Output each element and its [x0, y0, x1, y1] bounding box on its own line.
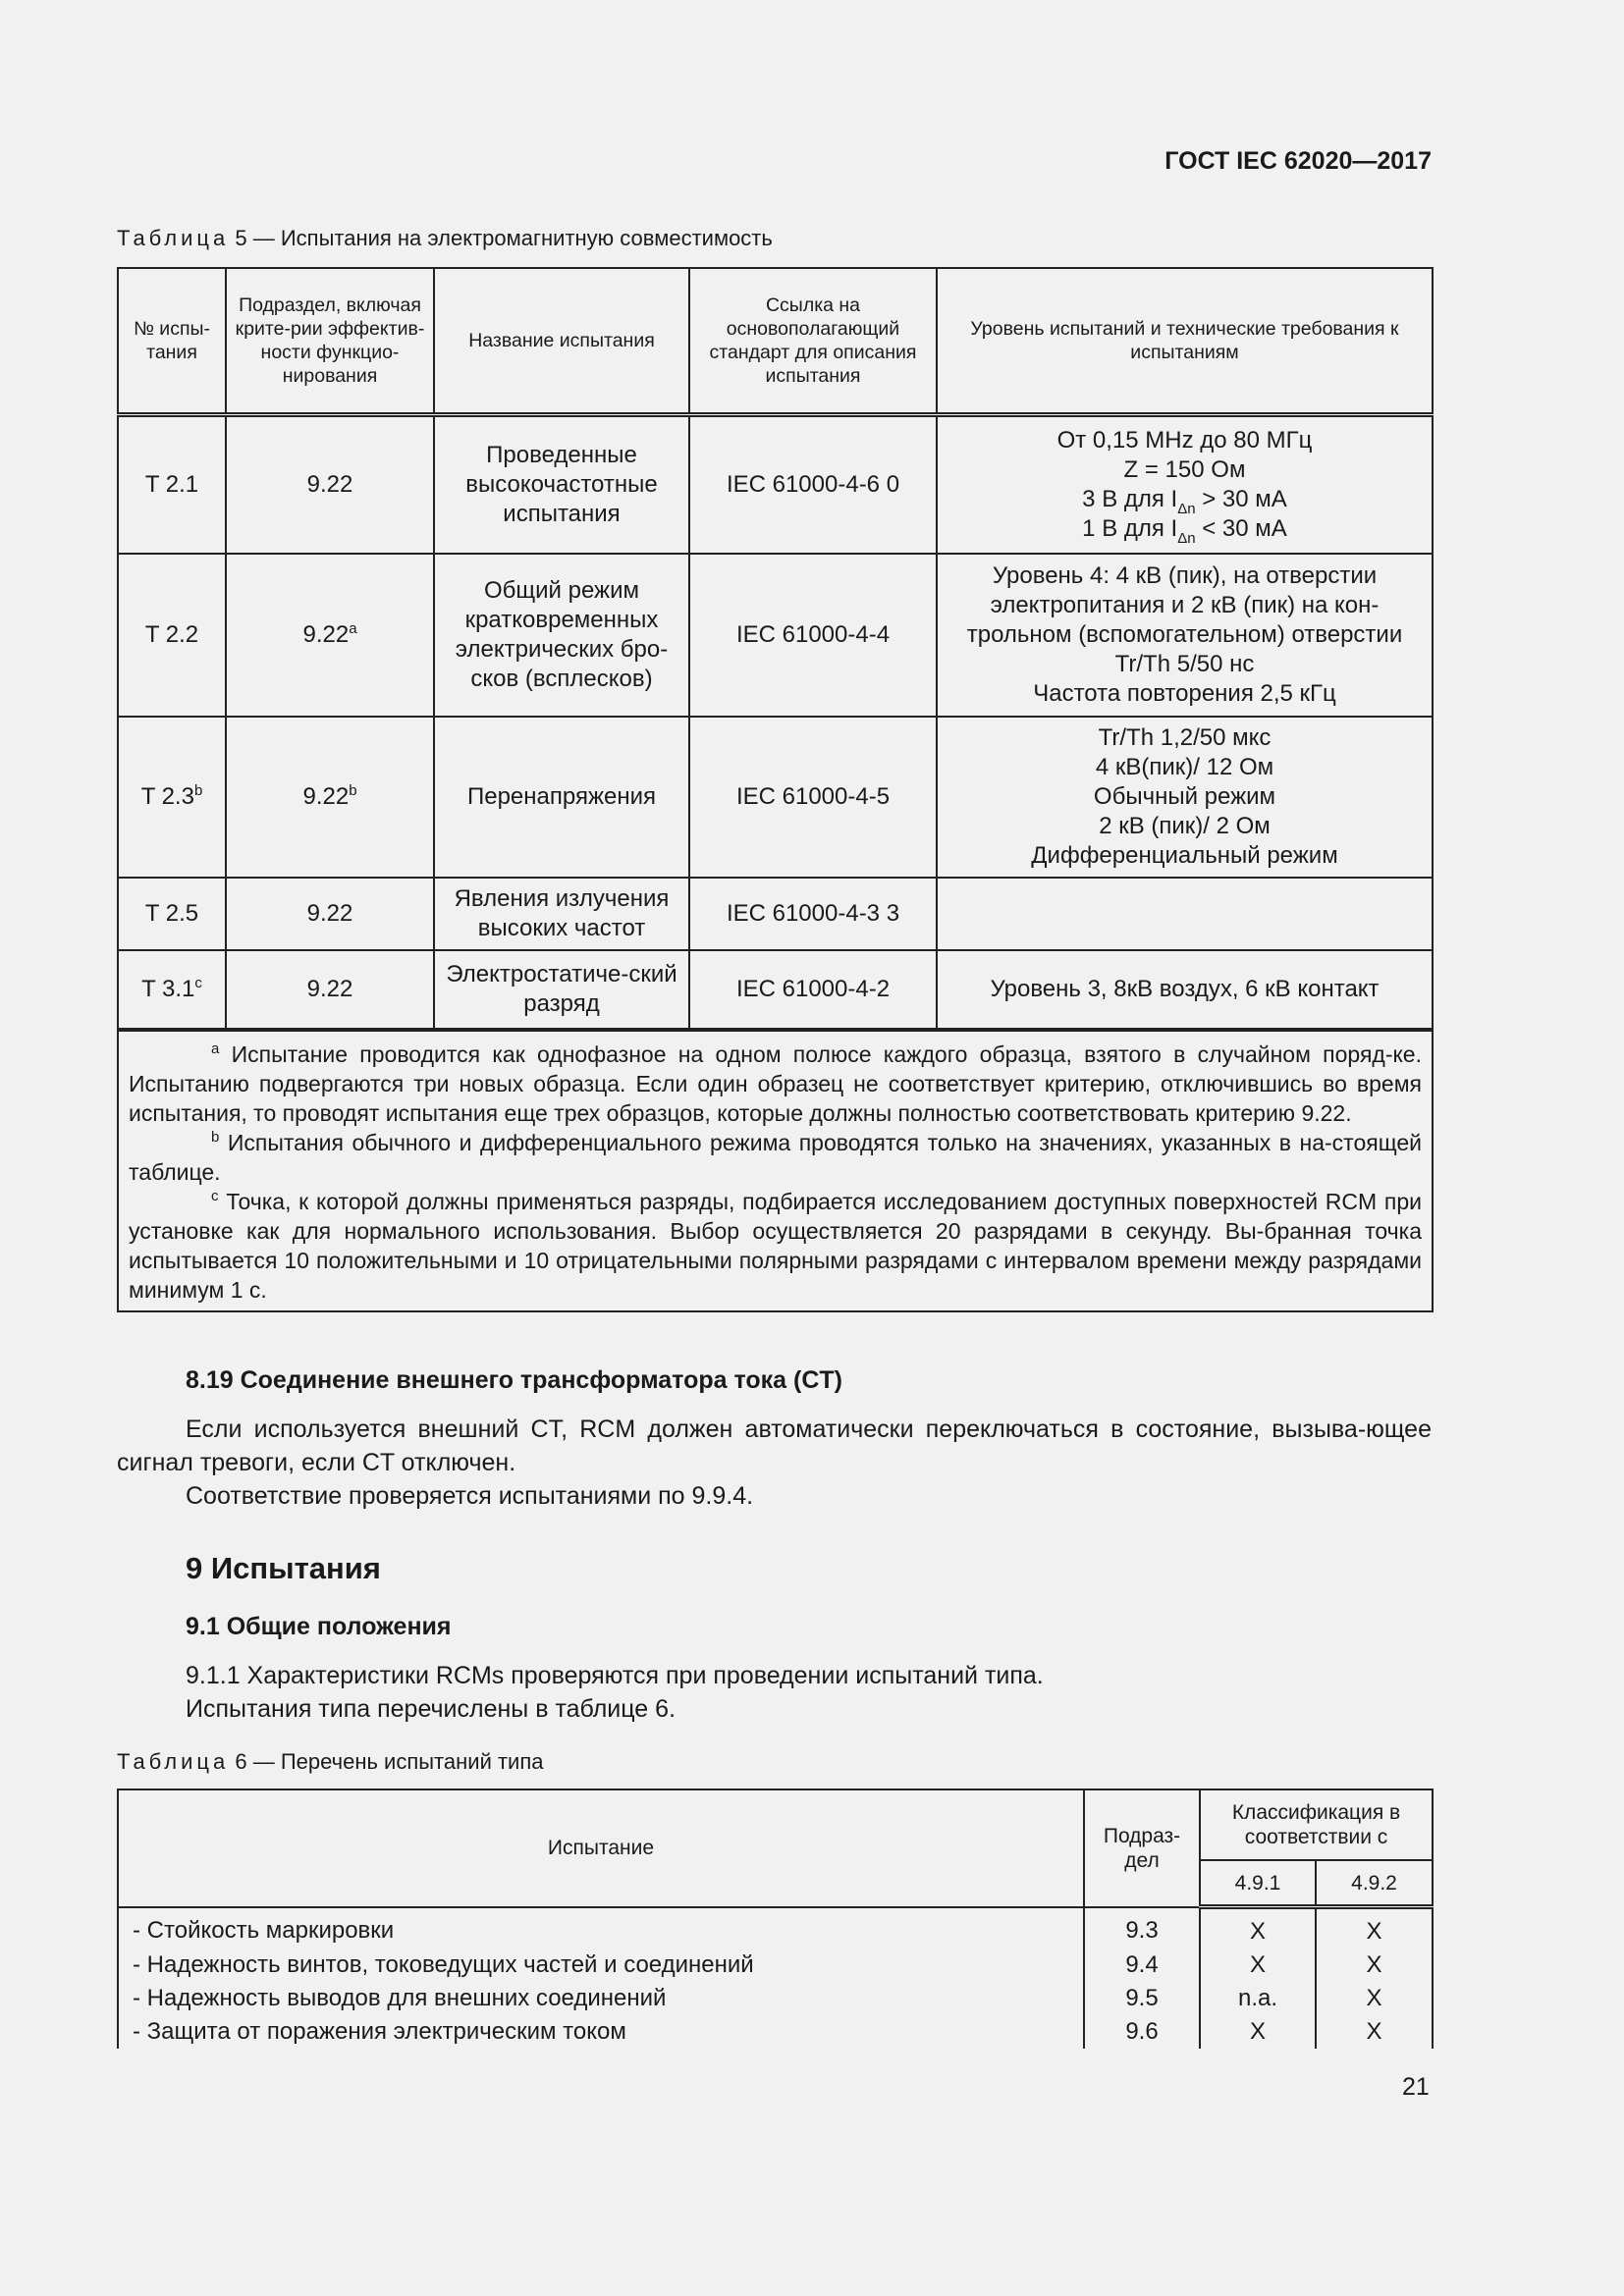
table-row — [118, 2015, 1433, 2049]
table5 — [117, 267, 1434, 1312]
test-reference: IEC 61000-4-6 0 — [689, 415, 937, 555]
test-subsection: 9.22$^a$ — [226, 554, 434, 717]
table5-header-name: Название испытания — [434, 268, 689, 415]
test-requirements — [937, 415, 1433, 555]
page-number: 21 — [1402, 2073, 1430, 2101]
test-reference: IEC 61000-4-3 3 — [689, 878, 937, 950]
paragraph: 9.1.1 Характеристики RCMs проверяются при проведении испытаний типа. — [186, 1662, 1044, 1689]
test-name: Общий режим кратковременных электрических бро-сков (всплесков) — [434, 554, 689, 717]
paragraph: Испытания типа перечислены в таблице 6. — [186, 1695, 677, 1723]
class-4-9-2: X — [1316, 1907, 1433, 1949]
test-subsection: 9.22 — [226, 950, 434, 1030]
test-name: Перенапряжения — [434, 717, 689, 878]
test-requirements — [937, 878, 1433, 950]
test-number: T 2.3$^b$ — [118, 717, 226, 878]
footnote-a: $^a$ Испытание проводится как однофазное на одном полюсе каждого образца, взятого в случайном поряд-ке. Испытанию подвергаются три новых образца. Если один образец не соответствует критерию, отключившись во время испытания, то проводят испытания еще трех образцов, которые должны полностью соответствовать критерию 9.22. — [129, 1041, 1422, 1126]
table6-header-subsection: Подраз-дел — [1084, 1789, 1200, 1907]
test-name: - Надежность выводов для внешних соединений — [118, 1982, 1084, 2015]
test-number: T 2.2 — [118, 554, 226, 717]
test-number: T 2.5 — [118, 878, 226, 950]
section-9-1-body — [117, 1659, 1432, 1726]
req-line: Z = 150 Ом — [1123, 456, 1246, 483]
table6-header-4-9-1: 4.9.1 — [1200, 1860, 1316, 1907]
class-4-9-1: n.a. — [1200, 1982, 1316, 2015]
test-number: T 2.1 — [118, 415, 226, 555]
req-line: Обычный режим — [1093, 783, 1276, 810]
table-row — [118, 1949, 1433, 1982]
req-line: 4 кВ(пик)/ 12 Ом — [1095, 754, 1274, 780]
req-line: От 0,15 MHz до 80 МГц — [1056, 427, 1313, 454]
test-number: T 3.1$^c$ — [118, 950, 226, 1030]
table-row — [118, 878, 1433, 950]
class-4-9-1: X — [1200, 1949, 1316, 1982]
table6-header-classification: Классификация в соответствии с — [1200, 1789, 1433, 1860]
test-subsection: 9.22 — [226, 415, 434, 555]
table5-notes-row — [118, 1030, 1433, 1311]
table-row — [118, 717, 1433, 878]
footnote-mark: b — [349, 782, 357, 799]
table-row — [118, 950, 1433, 1030]
table-row — [118, 1907, 1433, 1949]
test-requirements: Уровень 3, 8кВ воздух, 6 кВ контакт — [937, 950, 1433, 1030]
table-row — [118, 1982, 1433, 2015]
footnote-mark: c — [194, 975, 202, 991]
test-reference: IEC 61000-4-4 — [689, 554, 937, 717]
class-4-9-1: X — [1200, 1907, 1316, 1949]
table5-caption-prefix: Таблица — [117, 226, 230, 250]
test-subsection: 9.6 — [1084, 2015, 1200, 2049]
class-4-9-2: X — [1316, 1982, 1433, 2015]
table5-header-row — [118, 268, 1433, 415]
table-row — [118, 415, 1433, 555]
test-subsection: 9.22$^b$ — [226, 717, 434, 878]
paragraph: Соответствие проверяется испытаниями по 9.9.4. — [186, 1482, 754, 1510]
section-8-19-body — [117, 1413, 1432, 1513]
table5-footnotes — [118, 1030, 1433, 1311]
test-subsection: 9.4 — [1084, 1949, 1200, 1982]
class-4-9-1: X — [1200, 2015, 1316, 2049]
table6-caption-text: 6 — Перечень испытаний типа — [229, 1749, 544, 1774]
footnote-mark: a — [349, 620, 357, 637]
section-9-1-heading: 9.1 Общие положения — [186, 1613, 452, 1640]
table6-caption-prefix: Таблица — [117, 1749, 230, 1774]
section-9-heading: 9 Испытания — [186, 1551, 381, 1585]
table6-header-test: Испытание — [118, 1789, 1084, 1907]
paragraph: Если используется внешний CT, RCM должен автоматически переключаться в состояние, вызыва-ющее сигнал тревоги, если CT отключен. — [117, 1415, 1432, 1476]
footnote-c: $^c$ Точка, к которой должны применяться разряды, подбирается исследованием доступных поверхностей RCM при установке как для нормального использования. Выбор осуществляется 20 разрядами в секунду. Вы-бранная точка испытывается 10 положительными и 10 отрицательными полярными разрядами с интервалом времени между разрядами минимум 1 с. — [129, 1188, 1422, 1303]
table5-caption — [117, 226, 773, 251]
test-name: - Стойкость маркировки — [118, 1907, 1084, 1949]
table-row — [118, 554, 1433, 717]
req-line: 3 В для $I_{\Delta n} > 30$ мА — [1082, 486, 1287, 517]
req-line: Tr/Th 5/50 нс — [1114, 651, 1255, 677]
table6-header-row — [118, 1789, 1433, 1860]
class-4-9-2: X — [1316, 2015, 1433, 2049]
req-line: Tr/Th 1,2/50 мкс — [1098, 724, 1272, 751]
table6-caption — [117, 1749, 543, 1775]
footnote-mark: b — [193, 782, 203, 799]
req-line: 1 В для $I_{\Delta n} < 30$ мА — [1082, 515, 1287, 547]
table5-caption-text: 5 — Испытания на электромагнитную совместимость — [229, 226, 773, 250]
class-4-9-2: X — [1316, 1949, 1433, 1982]
table6-header-4-9-2: 4.9.2 — [1316, 1860, 1433, 1907]
table5-header-subsection: Подраздел, включая крите-рии эффектив-ности функцио-нирования — [226, 268, 434, 415]
document-id: ГОСТ IEC 62020—2017 — [1164, 147, 1432, 175]
footnote-b: $^b$ Испытания обычного и дифференциального режима проводятся только на значениях, указанных в на-стоящей таблице. — [129, 1129, 1422, 1185]
test-reference: IEC 61000-4-2 — [689, 950, 937, 1030]
test-name: Электростатиче-ский разряд — [434, 950, 689, 1030]
test-name: Явления излучения высоких частот — [434, 878, 689, 950]
table5-header-reference: Ссылка на основополагающий стандарт для описания испытания — [689, 268, 937, 415]
req-line: Дифференциальный режим — [1031, 842, 1338, 869]
req-line: электропитания и 2 кВ (пик) на кон- — [990, 592, 1380, 618]
test-requirements — [937, 554, 1433, 717]
section-8-19-heading: 8.19 Соединение внешнего трансформатора тока (CT) — [186, 1366, 842, 1394]
req-line: трольном (вспомогательном) отверстии — [966, 621, 1403, 648]
req-line: Уровень 4: 4 кВ (пик), на отверстии — [992, 562, 1378, 589]
test-name: - Защита от поражения электрическим током — [118, 2015, 1084, 2049]
table6 — [117, 1789, 1434, 2049]
table5-header-requirements: Уровень испытаний и технические требования к испытаниям — [937, 268, 1433, 415]
test-requirements — [937, 717, 1433, 878]
test-subsection: 9.5 — [1084, 1982, 1200, 2015]
test-subsection: 9.3 — [1084, 1907, 1200, 1949]
test-subsection: 9.22 — [226, 878, 434, 950]
test-name: Проведенные высокочастотные испытания — [434, 415, 689, 555]
req-line: 2 кВ (пик)/ 2 Ом — [1099, 813, 1271, 839]
test-reference: IEC 61000-4-5 — [689, 717, 937, 878]
req-line: Частота повторения 2,5 кГц — [1033, 680, 1336, 707]
test-name: - Надежность винтов, токоведущих частей и соединений — [118, 1949, 1084, 1982]
table5-header-num: № испы-тания — [118, 268, 226, 415]
